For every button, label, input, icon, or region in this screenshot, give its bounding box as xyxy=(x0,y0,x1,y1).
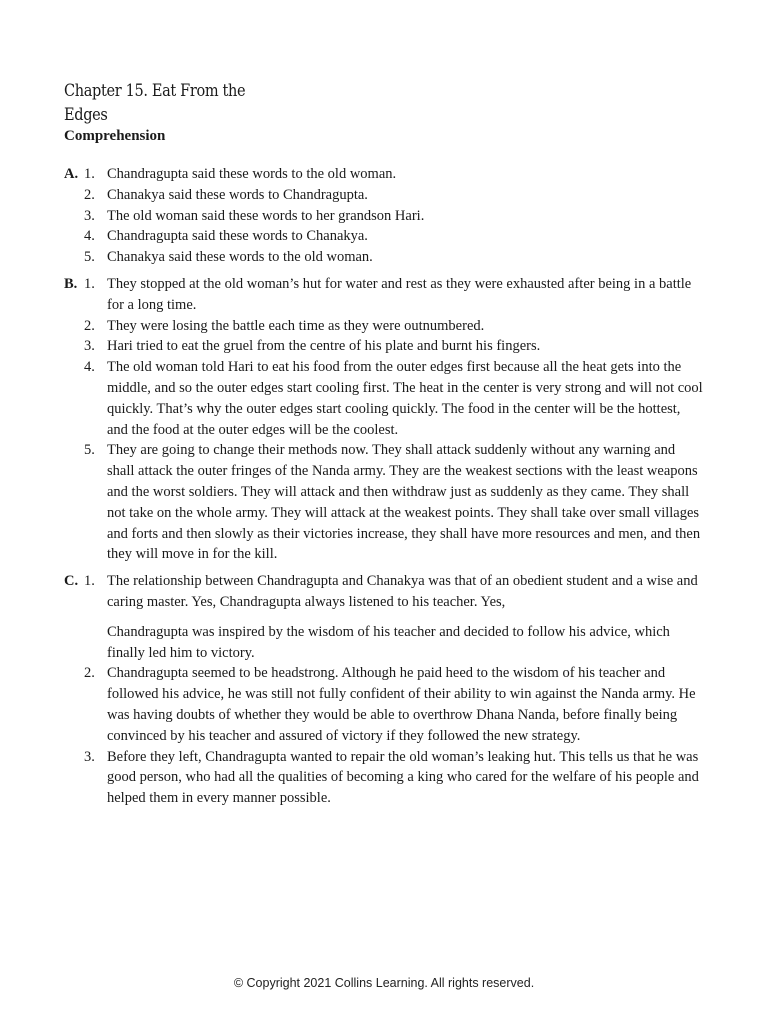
item-text: Chanakya said these words to Chandragupta. xyxy=(107,186,368,203)
item-number: 4. xyxy=(84,228,95,245)
section-heading: Comprehension xyxy=(64,128,166,144)
item-number: 2. xyxy=(84,186,95,203)
item-text: They stopped at the old woman’s hut for water and rest as they were exhausted after being in a battle for a long time. xyxy=(107,275,692,313)
list-item xyxy=(64,336,704,357)
section-letter: C. xyxy=(64,573,79,590)
item-number: 3. xyxy=(84,748,95,765)
answer-list xyxy=(64,571,704,809)
answer-list xyxy=(64,274,704,565)
item-number: 2. xyxy=(84,665,95,682)
item-text: The old woman said these words to her grandson Hari. xyxy=(107,207,425,224)
list-item xyxy=(64,440,704,565)
item-text: The old woman told Hari to eat his food from the outer edges first because all the heat gets into the middle, and so the outer edges start cooling first. The heat in the center is very strong and will not cool quickly. That’s why the outer edges start cooling quickly. The food in the center will be the hottest, and the food at the outer edges will be the coolest. xyxy=(107,359,703,438)
item-text: Hari tried to eat the gruel from the centre of his plate and burnt his fingers. xyxy=(107,338,541,355)
copyright-footer: © Copyright 2021 Collins Learning. All rights reserved. xyxy=(233,976,535,990)
section-b xyxy=(64,274,704,565)
item-text: They are going to change their methods now. They shall attack suddenly without any warning and shall attack the outer fringes of the Nanda army. They are the weakest sections with the least weapons and the worst soldiers. They will attack and then withdraw just as suddenly as they came. They shall not take on the whole army. They will attack at the weakest points. They shall take over small villages and forts and then slowly as their victories increase, they shall have more resources and men, and then they will move in for the kill. xyxy=(107,442,701,563)
item-text: Chandragupta said these words to the old woman. xyxy=(107,166,397,182)
item-text: Before they left, Chandragupta wanted to repair the old woman’s leaking hut. This tells us that he was good person, who had all the qualities of becoming a king who cared for the welfare of his people and helped them in every manner possible. xyxy=(107,748,699,807)
list-item xyxy=(64,357,704,440)
list-item xyxy=(64,274,704,316)
item-text: The relationship between Chandragupta and Chanakya was that of an obedient student and a wise and caring master. Yes, Chandragupta always listened to his teacher. Yes, xyxy=(107,573,698,610)
item-number: 2. xyxy=(84,317,95,334)
list-item xyxy=(64,185,704,206)
list-item xyxy=(64,747,704,809)
item-text: Chanakya said these words to the old woman. xyxy=(107,249,373,266)
section-letter: B. xyxy=(64,275,78,292)
list-item xyxy=(64,663,704,746)
item-number: 3. xyxy=(84,207,95,224)
list-item xyxy=(64,247,704,268)
section-a xyxy=(64,164,704,268)
item-number: 3. xyxy=(84,338,95,355)
list-item xyxy=(64,206,704,227)
answer-list xyxy=(64,164,704,268)
section-letter: A. xyxy=(64,166,79,182)
item-number: 1. xyxy=(84,275,95,292)
item-number: 1. xyxy=(84,166,95,182)
item-text: They were losing the battle each time as they were outnumbered. xyxy=(107,317,485,334)
item-number: 5. xyxy=(84,442,95,459)
item-text: Chandragupta seemed to be headstrong. Although he paid heed to the wisdom of his teacher and followed his advice, he was still not fully confident of their ability to win against the Nanda army. He was having doubts of whether they would be able to overthrow Dhana Nanda, before finally being convinced by his teacher and assured of victory if they followed the new strategy. xyxy=(107,665,696,744)
answers-content xyxy=(64,164,704,809)
item-text-continued: Chandragupta was inspired by the wisdom of his teacher and decided to follow his advice, which finally led him to victory. xyxy=(107,623,670,661)
list-item xyxy=(64,316,704,337)
item-text: Chandragupta said these words to Chanakya. xyxy=(107,228,368,245)
item-number: 1. xyxy=(84,573,95,590)
chapter-title: Chapter 15. Eat From the Edges xyxy=(64,81,246,125)
item-number: 4. xyxy=(84,359,95,376)
list-item xyxy=(64,571,704,663)
list-item xyxy=(64,226,704,247)
item-number: 5. xyxy=(84,249,95,266)
list-item xyxy=(64,164,704,185)
section-c xyxy=(64,571,704,809)
